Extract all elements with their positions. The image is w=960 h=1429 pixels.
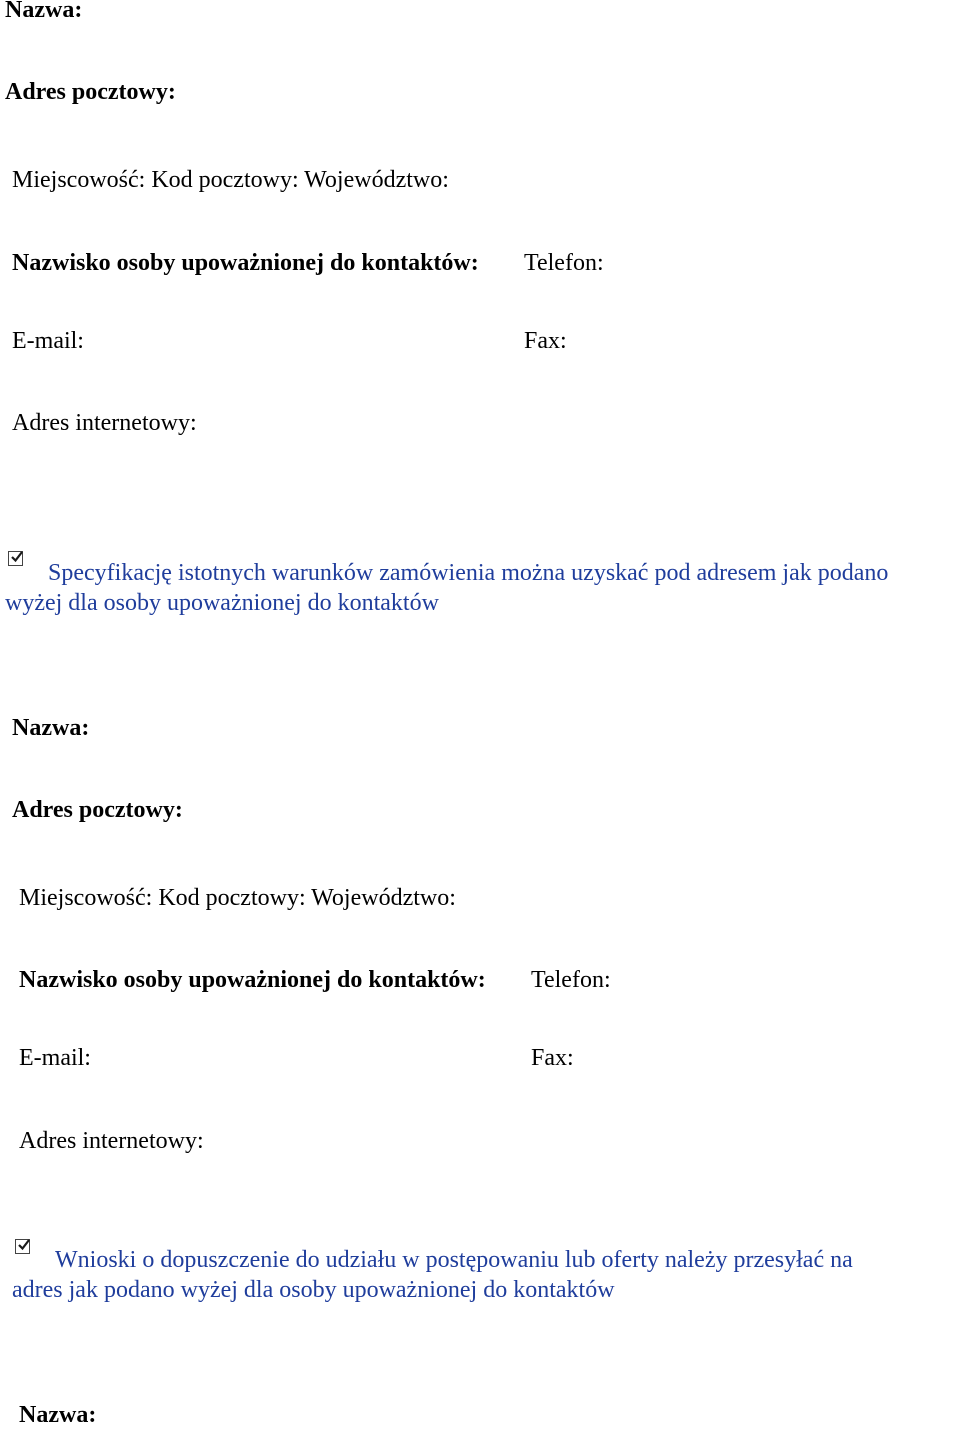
notice1-text-line1: Specyfikację istotnych warunków zamówienia można uzyskać pod adresem jak podano: [48, 560, 889, 586]
section1-contact-person-label: Nazwisko osoby upoważnionej do kontaktów:: [12, 250, 479, 276]
checkmark-icon: [9, 549, 25, 565]
section3-name-label: Nazwa:: [19, 1402, 97, 1428]
section2-contact-person-label: Nazwisko osoby upoważnionej do kontaktów:: [19, 967, 486, 993]
section1-fax-label: Fax:: [524, 328, 567, 354]
checkmark-icon: [16, 1237, 32, 1253]
section1-name-label: Nazwa:: [5, 0, 83, 23]
section1-phone-label: Telefon:: [524, 250, 604, 276]
section2-phone-label: Telefon:: [531, 967, 611, 993]
section1-locality-row: Miejscowość: Kod pocztowy: Województwo:: [12, 167, 449, 193]
notice1-checkbox[interactable]: [8, 551, 23, 566]
notice2-text-line1: Wnioski o dopuszczenie do udziału w postępowaniu lub oferty należy przesyłać na: [55, 1247, 853, 1273]
section2-website-label: Adres internetowy:: [19, 1128, 204, 1154]
section2-fax-label: Fax:: [531, 1045, 574, 1071]
section1-address-label: Adres pocztowy:: [5, 79, 176, 105]
section2-name-label: Nazwa:: [12, 715, 90, 741]
notice1-text-line2: wyżej dla osoby upoważnionej do kontaktów: [5, 590, 439, 616]
notice2-text-line2: adres jak podano wyżej dla osoby upoważnionej do kontaktów: [12, 1277, 615, 1303]
section2-locality-row: Miejscowość: Kod pocztowy: Województwo:: [19, 885, 456, 911]
section1-email-label: E-mail:: [12, 328, 84, 354]
section2-email-label: E-mail:: [19, 1045, 91, 1071]
notice2-checkbox[interactable]: [15, 1239, 30, 1254]
section2-address-label: Adres pocztowy:: [12, 797, 183, 823]
section1-website-label: Adres internetowy:: [12, 410, 197, 436]
